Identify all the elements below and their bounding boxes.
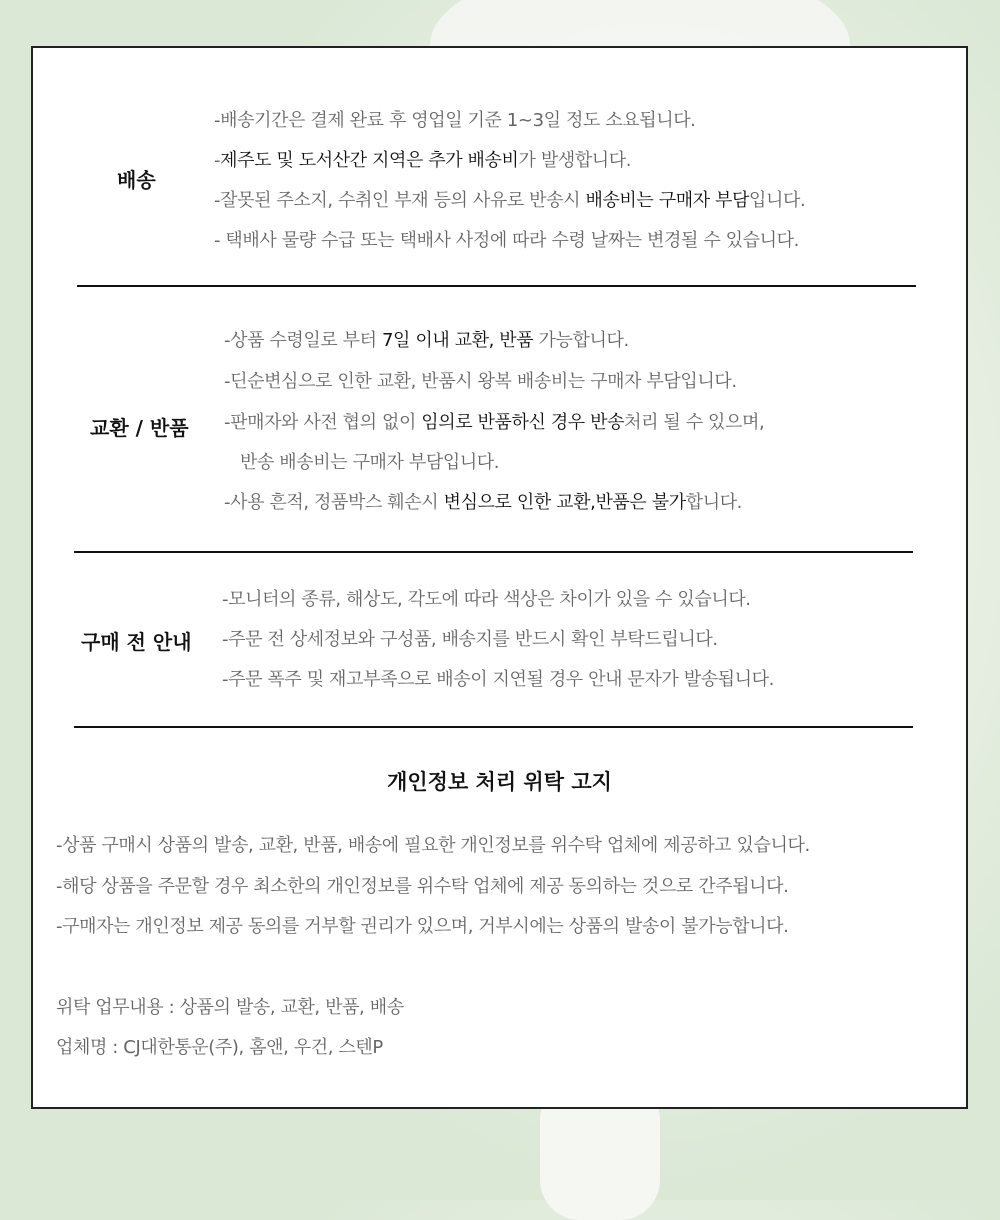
text-segment: -상품 수령일로 부터 xyxy=(224,330,382,351)
text-segment: 합니다. xyxy=(685,492,743,513)
privacy-line: -해당 상품을 주문할 경우 최소한의 개인정보를 위수탁 업체에 제공 동의하는 것으로 간주됩니다. xyxy=(56,876,789,897)
text-segment: 입니다. xyxy=(749,190,806,211)
text-segment: -잘못된 주소지, 수취인 부재 등의 사유로 반송시 xyxy=(214,190,586,211)
exchange-line xyxy=(224,408,764,434)
section-divider xyxy=(77,285,916,287)
text-segment: -배송기간은 결제 완료 후 영업일 기준 1~3일 정도 소요됩니다. xyxy=(214,110,696,131)
text-segment: -주문 전 상세정보와 구성품, 배송지를 반드시 확인 부탁드립니다. xyxy=(222,629,718,650)
exchange-title: 교환 / 반품 xyxy=(90,416,189,440)
text-segment: 처리 될 수 있으며, xyxy=(624,412,765,433)
exchange-line xyxy=(224,488,742,514)
highlighted-text: 제주도 및 도서산간 지역은 추가 배송비 xyxy=(220,150,519,171)
highlighted-text: 7일 이내 교환, 반품 xyxy=(381,330,534,351)
highlighted-text: 변심으로 인한 교환,반품은 불가 xyxy=(443,492,686,513)
before-purchase-line xyxy=(222,625,718,651)
entrusted-task: 위탁 업무내용 : 상품의 발송, 교환, 반품, 배송 xyxy=(56,997,404,1018)
privacy-line: -구매자는 개인정보 제공 동의를 거부할 권리가 있으며, 거부시에는 상품의 발송이 불가능합니다. xyxy=(56,916,789,937)
exchange-line xyxy=(224,367,737,393)
text-segment: -사용 흔적, 정품박스 훼손시 xyxy=(224,492,444,513)
text-segment: - 택배사 물량 수급 또는 택배사 사정에 따라 수령 날짜는 변경될 수 있습니다. xyxy=(214,230,799,251)
text-segment: - xyxy=(214,150,221,171)
exchange-line xyxy=(224,326,629,352)
delivery-line xyxy=(214,146,631,172)
privacy-line: -상품 구매시 상품의 발송, 교환, 반품, 배송에 필요한 개인정보를 위수탁 업체에 제공하고 있습니다. xyxy=(56,835,810,856)
before-purchase-line xyxy=(222,665,774,691)
text-segment: -주문 폭주 및 재고부족으로 배송이 지연될 경우 안내 문자가 발송됩니다. xyxy=(222,669,774,690)
exchange-line xyxy=(240,448,499,474)
text-segment: -모니터의 종류, 해상도, 각도에 따라 색상은 차이가 있을 수 있습니다. xyxy=(222,589,751,610)
text-segment: -딘순변심으로 인한 교환, 반품시 왕복 배송비는 구매자 부담입니다. xyxy=(224,371,737,392)
text-segment: 가 발생합니다. xyxy=(518,150,632,171)
before-purchase-line xyxy=(222,585,751,611)
text-segment: 반송 배송비는 구매자 부담입니다. xyxy=(240,452,500,473)
delivery-title: 배송 xyxy=(117,168,156,192)
company-names: 업체명 : CJ대한통운(주), 홈앤, 우건, 스텐P xyxy=(56,1037,383,1058)
delivery-line xyxy=(214,186,805,212)
highlighted-text: 임의로 반품하신 경우 반송 xyxy=(421,412,625,433)
privacy-title: 개인정보 처리 위탁 고지 xyxy=(387,770,612,794)
notice-card xyxy=(31,46,968,1109)
highlighted-text: 배송비는 구매자 부담 xyxy=(585,190,749,211)
text-segment: -판매자와 사전 협의 없이 xyxy=(224,412,422,433)
before-purchase-title: 구매 전 안내 xyxy=(81,630,192,654)
delivery-line xyxy=(214,106,696,132)
delivery-line xyxy=(214,226,799,252)
section-divider xyxy=(74,726,913,728)
text-segment: 가능합니다. xyxy=(533,330,629,351)
section-divider xyxy=(74,551,913,553)
